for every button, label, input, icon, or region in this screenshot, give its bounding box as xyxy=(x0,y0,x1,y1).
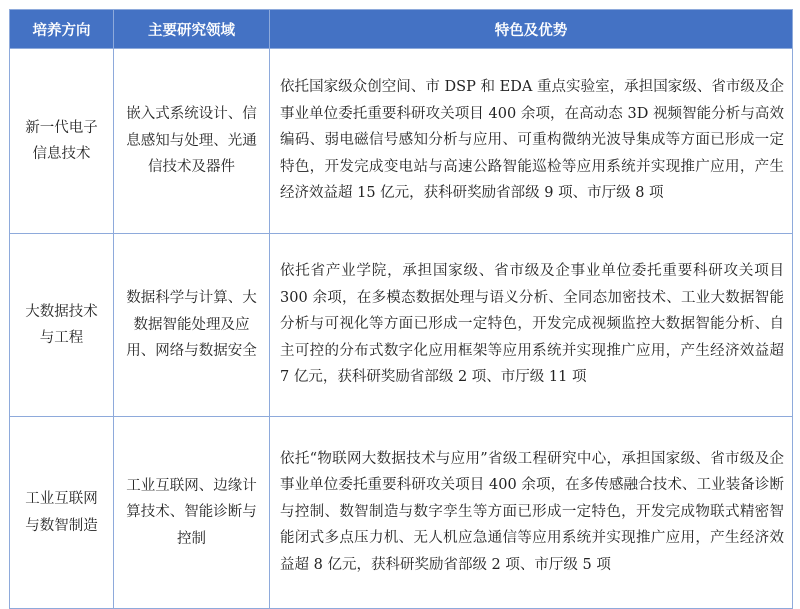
research-areas-cell: 嵌入式系统设计、信息感知与处理、光通信技术及器件 xyxy=(114,49,270,234)
research-areas-cell: 数据科学与计算、大数据智能处理及应用、网络与数据安全 xyxy=(114,234,270,417)
direction-cell: 工业互联网与数智制造 xyxy=(10,417,114,609)
table-row xyxy=(10,49,793,234)
features-cell: 依托国家级众创空间、市 DSP 和 EDA 重点实验室，承担国家级、省市级及企事业单位委托重要科研攻关项目 400 余项，在高动态 3D 视频智能分析与高效编码、弱电磁信号感知分析与应用、可重构微纳光波导集成等方面已形成一定特色，开发完成变电站与高速公路智能巡检等应用系统并实现推广应用，产生经济效益超 15 亿元，获科研奖励省部级 9 项、市厅级 8 项 xyxy=(270,49,793,234)
header-research-areas: 主要研究领域 xyxy=(114,10,270,49)
features-cell: 依托省产业学院，承担国家级、省市级及企事业单位委托重要科研攻关项目 300 余项，在多模态数据处理与语义分析、全同态加密技术、工业大数据智能分析与可视化等方面已形成一定特色，开发完成视频监控大数据智能分析、自主可控的分布式数字化应用框架等应用系统并实现推广应用，产生经济效益超 7 亿元，获科研奖励省部级 2 项、市厅级 11 项 xyxy=(270,234,793,417)
training-direction-table xyxy=(9,9,793,609)
table-row xyxy=(10,234,793,417)
research-areas-cell: 工业互联网、边缘计算技术、智能诊断与控制 xyxy=(114,417,270,609)
table-header-row xyxy=(10,10,793,49)
direction-cell: 新一代电子信息技术 xyxy=(10,49,114,234)
table-row xyxy=(10,417,793,609)
direction-cell: 大数据技术与工程 xyxy=(10,234,114,417)
features-cell: 依托“物联网大数据技术与应用”省级工程研究中心，承担国家级、省市级及企事业单位委托重要科研攻关项目 400 余项，在多传感融合技术、工业装备诊断与控制、数智制造与数字孪生等方面已形成一定特色，开发完成物联式精密智能闭式多点压力机、无人机应急通信等应用系统并实现推广应用，产生经济效益超 8 亿元，获科研奖励省部级 2 项、市厅级 5 项 xyxy=(270,417,793,609)
header-features: 特色及优势 xyxy=(270,10,793,49)
header-direction: 培养方向 xyxy=(10,10,114,49)
